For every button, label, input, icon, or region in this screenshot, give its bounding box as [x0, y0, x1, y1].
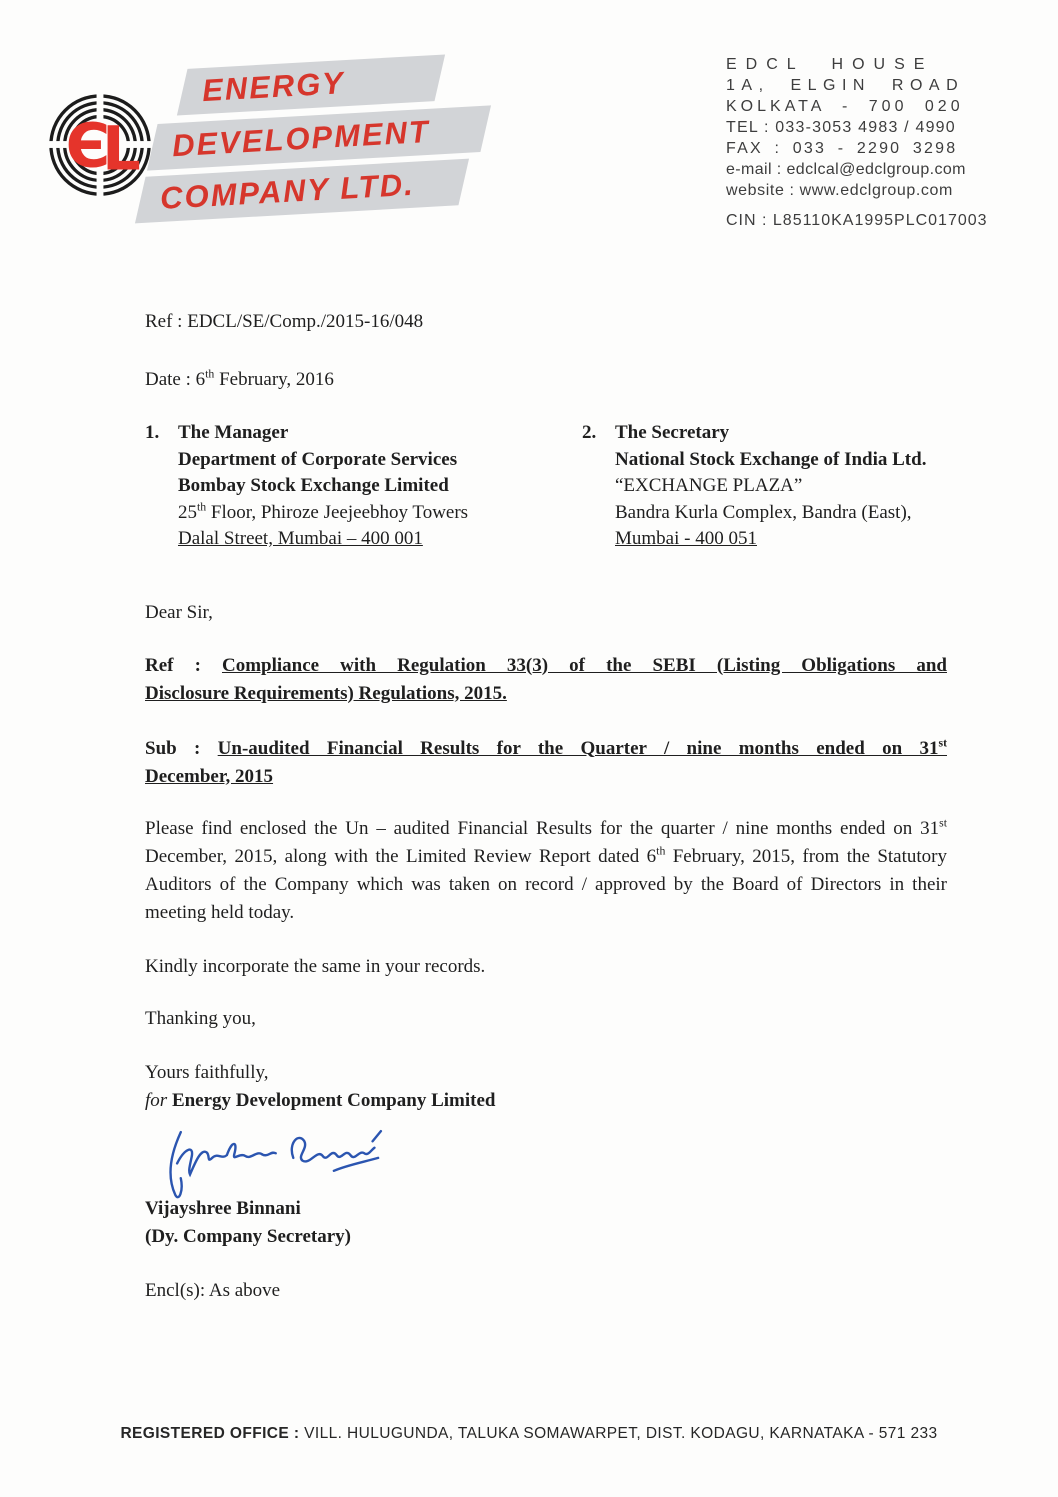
floor-ordinal: th [197, 500, 207, 514]
address-line: 1A, ELGIN ROAD [726, 77, 965, 94]
company-name: Energy Development Company Limited [167, 1089, 496, 1111]
svg-text:Є: Є [65, 110, 111, 182]
address-line-fax: FAX : 033 - 2290 3298 [726, 140, 958, 157]
addressee-number: 2. [582, 422, 597, 443]
thanking-line: Thanking you, [145, 1007, 256, 1029]
registered-office-footer [0, 1425, 1058, 1443]
address-line: KOLKATA - 700 020 [726, 98, 964, 115]
addressee-section [145, 420, 947, 553]
ref-text: Disclosure Requirements) Regulations, 2015. [145, 682, 507, 704]
date-line [145, 366, 947, 394]
ref-line-2 [145, 680, 947, 708]
letter-body [145, 300, 947, 1305]
addressee-title: The Secretary [615, 422, 730, 443]
registered-office-label: REGISTERED OFFICE : [120, 1425, 305, 1442]
svg-text:L: L [101, 113, 141, 185]
addressee-bse [145, 420, 582, 553]
cin-number: CIN : L85110KA1995PLC017003 [726, 212, 988, 229]
addressee-city: Dalal Street, Mumbai – 400 001 [178, 528, 423, 549]
body-ordinal: st [939, 816, 947, 830]
sub-subject-para [145, 734, 947, 791]
signature [145, 1121, 947, 1195]
sub-label: Sub : [145, 737, 218, 759]
addressee-dept: Department of Corporate Services [178, 448, 458, 470]
salutation: Dear Sir, [145, 601, 213, 623]
address-line-tel: TEL : 033-3053 4983 / 4990 [726, 119, 956, 136]
signatory-name: Vijayshree Binnani [145, 1197, 301, 1219]
addressee-lines [178, 420, 468, 553]
body-paragraph-1 [145, 815, 947, 927]
body-ordinal: th [656, 844, 666, 858]
body-text: February, 2015, from the Statutory Auditors of the Company which was taken on record / approved by the Board of Directors in their meeting held today. [145, 845, 947, 923]
sub-text [218, 738, 947, 759]
address-line: EDCL HOUSE [726, 56, 934, 73]
company-address-block [726, 54, 1018, 231]
banner-text-company-ltd: COMPANY LTD. [159, 166, 416, 216]
addressee-street [178, 500, 468, 527]
banner-text-energy: ENERGY [201, 65, 346, 109]
banner-text-development: DEVELOPMENT [171, 113, 431, 164]
ref-label: Ref : [145, 654, 222, 676]
signature-ink-icon [153, 1121, 393, 1204]
addressee-street: Bandra Kurla Complex, Bandra (East), [615, 501, 912, 523]
registered-office-address: VILL. HULUGUNDA, TALUKA SOMAWARPET, DIST. KODAGU, KARNATAKA - 571 233 [304, 1425, 938, 1442]
closing-line: Yours faithfully, [145, 1061, 269, 1083]
sub-text: December, 2015 [145, 765, 274, 787]
floor-number: 25 [178, 501, 197, 523]
addressee-org: National Stock Exchange of India Ltd. [615, 448, 927, 470]
addressee-lines [615, 420, 926, 553]
company-name-banner [138, 56, 518, 224]
date-ordinal: th [205, 367, 215, 381]
sub-line-2 [145, 763, 947, 791]
body-text: Please find enclosed the Un – audited Financial Results for the quarter / nine months ended on 31 [145, 817, 940, 839]
date-text: Date : 6 [145, 369, 206, 390]
addressee-city: Mumbai - 400 051 [615, 528, 757, 549]
addressee-title: The Manager [178, 422, 289, 443]
address-line-website: website : www.edclgroup.com [726, 182, 953, 199]
addressee-number: 1. [145, 422, 160, 443]
sub-ordinal: st [938, 736, 947, 750]
date-text: February, 2016 [214, 369, 334, 390]
addressee-nse [582, 420, 926, 553]
banner-strip-energy [177, 54, 445, 115]
addressee-org: Bombay Stock Exchange Limited [178, 475, 449, 496]
body-text: December, 2015, along with the Limited Review Report dated 6 [145, 845, 657, 867]
company-line [145, 1087, 947, 1115]
for-word: for [145, 1089, 168, 1111]
reference-number: Ref : EDCL/SE/Comp./2015-16/048 [145, 311, 424, 332]
address-line-email: e-mail : edclcal@edclgroup.com [726, 161, 966, 178]
ref-line-1 [145, 651, 947, 680]
body-paragraph-2: Kindly incorporate the same in your records. [145, 955, 486, 977]
sub-line-1 [145, 734, 947, 763]
signatory-title: (Dy. Company Secretary) [145, 1225, 351, 1247]
closing-block [145, 1059, 947, 1115]
sub-text-main: Un-audited Financial Results for the Quarter / nine months ended on 31 [217, 737, 939, 759]
ref-text: Compliance with Regulation 33(3) of the SEBI (Listing Obligations and [221, 654, 947, 676]
addressee-building: “EXCHANGE PLAZA” [615, 475, 803, 496]
enclosure-line: Encl(s): As above [145, 1279, 281, 1301]
street-text: Floor, Phiroze Jeejeebhoy Towers [206, 501, 469, 523]
ref-subject-para [145, 651, 947, 708]
